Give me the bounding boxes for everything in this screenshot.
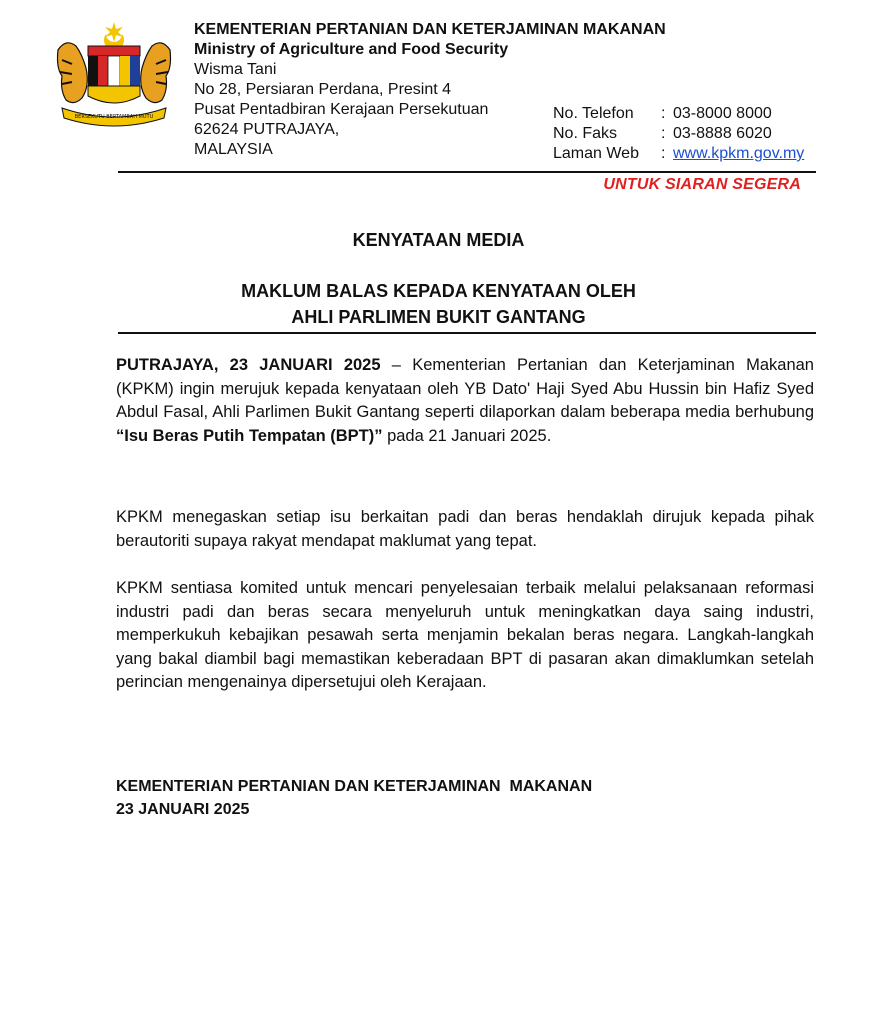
phone-label: No. Telefon: [553, 105, 634, 122]
dateline: PUTRAJAYA, 23 JANUARI 2025: [116, 356, 381, 374]
paragraph-text: pada 21 Januari 2025.: [382, 426, 552, 445]
release-tag: UNTUK SIARAN SEGERA: [603, 176, 801, 193]
address-line: No 28, Persiaran Perdana, Presint 4: [194, 81, 452, 98]
signoff: [116, 775, 592, 821]
ministry-name-ms: KEMENTERIAN PERTANIAN DAN KETERJAMINAN MAKANAN: [194, 21, 666, 38]
paragraph-text: – Kementerian Pertanian dan Keterjaminan Makanan (KPKM) ingin merujuk kepada kenyataan oleh YB Dato' Haji Syed Abu Hussin bin Hafiz Syed Abdul Fasal, Ahli Parlimen Bukit Gantang seperti dilaporkan dalam beberapa media berhubung: [116, 356, 814, 421]
document-title: KENYATAAN MEDIA: [352, 230, 525, 250]
coat-of-arms-icon: [48, 20, 180, 128]
separator: :: [661, 125, 666, 142]
document-subtitle: [0, 278, 877, 330]
header-divider: [118, 171, 816, 173]
address-line: MALAYSIA: [194, 141, 273, 158]
contact-info: [553, 104, 804, 164]
paragraph-1: [116, 354, 814, 448]
address-line: 62624 PUTRAJAYA,: [194, 121, 340, 138]
separator: :: [661, 105, 666, 122]
address-line: Pusat Pentadbiran Kerajaan Persekutuan: [194, 101, 489, 118]
website-link[interactable]: www.kpkm.gov.my: [673, 145, 805, 162]
paragraph-2: KPKM menegaskan setiap isu berkaitan padi dan beras hendaklah dirujuk kepada pihak berautoriti supaya rakyat mendapat maklumat yang tepat.: [116, 508, 814, 550]
paragraph-3: KPKM sentiasa komited untuk mencari penyelesaian terbaik melalui pelaksanaan reformasi industri padi dan beras secara menyeluruh untuk meningkatkan daya saing industri, memperkukuh kebajikan pesawah serta menjamin bekalan beras negara. Langkah-langkah yang bakal diambil bagi memastikan keberadaan BPT di pasaran akan dimaklumkan setelah perincian mengenainya dipersetujui oleh Kerajaan.: [116, 579, 814, 691]
signoff-date: 23 JANUARI 2025: [116, 801, 250, 818]
subtitle-line: MAKLUM BALAS KEPADA KENYATAAN OLEH: [241, 281, 636, 301]
fax-label: No. Faks: [553, 125, 618, 142]
website-label: Laman Web: [553, 145, 639, 162]
title-divider: [118, 332, 816, 334]
ministry-name-en: Ministry of Agriculture and Food Security: [194, 41, 509, 58]
signoff-org: KEMENTERIAN PERTANIAN DAN KETERJAMINAN MAKANAN: [116, 778, 593, 795]
separator: :: [661, 145, 666, 162]
phone-value: 03-8000 8000: [673, 105, 772, 122]
fax-value: 03-8888 6020: [673, 125, 772, 142]
address-line: Wisma Tani: [194, 61, 277, 78]
issue-title: “Isu Beras Putih Tempatan (BPT)”: [116, 426, 383, 445]
subtitle-line: AHLI PARLIMEN BUKIT GANTANG: [291, 307, 586, 327]
crest-motto: BERSEKUTU BERTAMBAH MUTU: [74, 114, 154, 120]
